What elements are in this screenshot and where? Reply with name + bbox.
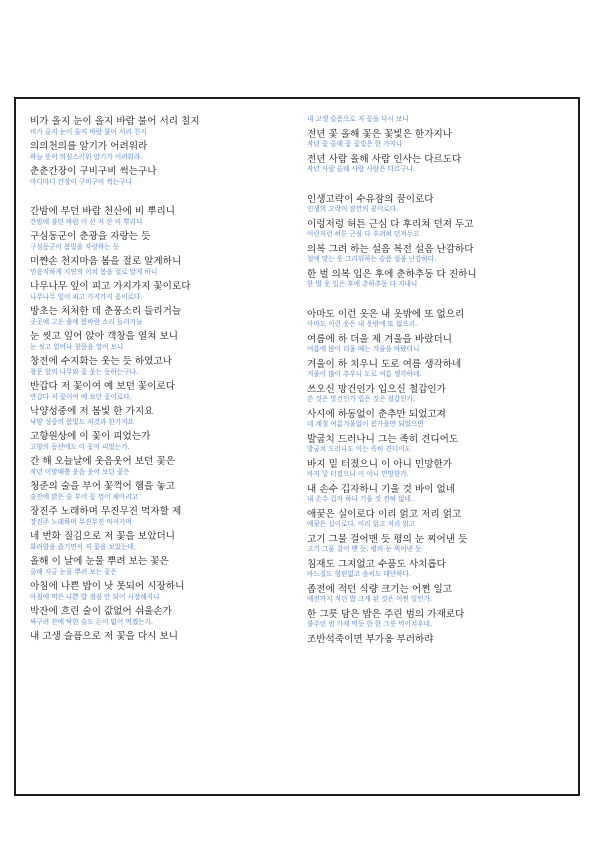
translation-line: 여름에 많이 더울 때는 겨울을 바랐더니 — [307, 345, 420, 353]
translation-line: 믿음직하게 지연의 이치 봄을 절로 알게 하니 — [30, 267, 158, 276]
translation-line: 내 손수 깁자 하니 기울 것 전혀 없네. — [307, 495, 413, 503]
original-line: 올해 이 날에 눈물 뿌려 보는 꽃은 — [30, 556, 169, 567]
translation-line: 낙양 성중의 봄빛도 저것과 한가지요 — [30, 417, 134, 426]
translation-line: 발굽치 드러나도 이는 족히 견디어도 — [307, 445, 411, 453]
translation-line: 아마도 이런 옷은 내 옷밖에 또 없으리. — [307, 320, 418, 328]
text-frame — [14, 97, 580, 796]
translation-line: 올해 지금 눈물 뿌려 보는 꽃은 — [30, 567, 117, 576]
original-line: 의복 그려 하는 설음 복전 설음 난감하다 — [307, 243, 474, 255]
original-line: 사시에 하동없이 춘추만 되었고져 — [307, 408, 446, 420]
original-line: 장진주 노래하며 무진무진 먹자할 제 — [30, 506, 182, 517]
original-line: 간 해 오늘날에 웃음웃어 보던 꽃은 — [30, 456, 175, 467]
translation-line: 한 벌 옷 입은 후에 춘하추동 다 지내니 — [307, 280, 418, 288]
translation-line: 작년 이맘때쯤 웃음 웃어 보던 꽃은 — [30, 467, 130, 476]
original-line: 겨울이 하 치우니 도로 여름 생각하네 — [307, 358, 462, 370]
translation-line: 쓴 것은 망건인가 입은 것은 철갑인가. — [307, 395, 416, 403]
translation-line: 바느질도 형편없고 솜씨도 대단하다. — [307, 570, 411, 578]
translation-line: 고향의 동산에도 이 꽃이 피었는가. — [30, 442, 130, 451]
original-line: 아침에 나쁜 밥이 낫 못되어 시장하니 — [30, 581, 185, 592]
original-line: 반갑다 저 꽃이여 예 보던 꽃이로다 — [30, 381, 175, 392]
translation-line: 작년 꽃 올해 꽃 꽃빛은 한 가지나 — [307, 140, 403, 148]
translation-line: 하늘 뜻이 의심스러워 알기가 어려워라. — [30, 152, 143, 161]
translation-line: 나무나무 잎이 피고 가지가지 꽃이로다. — [30, 292, 143, 301]
original-line: 전년 꽃 올해 꽃은 꽃빛은 한가지나 — [307, 128, 452, 140]
translation-line: 구심동군이 봄빛을 자랑하는 듯 — [30, 242, 120, 251]
original-line: 인생고락이 수유잠의 꿈이로다 — [307, 193, 434, 205]
translation-line: 간밤에 불던 바람 이 산 저 산 비 뿌리니 — [30, 217, 143, 226]
original-line: 이렁저렁 허튼 근심 다 후리쳐 던져 두고 — [307, 218, 474, 230]
translation-line: 마디마디 간장이 구비구비 썩는구나 — [30, 177, 132, 186]
original-line: 여름에 하 더울 제 겨울을 바랐더니 — [307, 333, 452, 345]
translation-line: 곳곳에 고운 풀에 봄바람 소리 들리거늘 — [30, 317, 143, 326]
translation-line: 화려함을 즐기면서 저 꽃을 보았는데, — [30, 542, 137, 551]
original-line: 네 번화 질김으로 저 꽃을 보았더니 — [30, 531, 175, 542]
translation-line: 눈 씻고 일어나 창문을 열어 보니 — [30, 342, 124, 351]
original-line: 의의천의를 알기가 어려워라 — [30, 141, 148, 152]
translation-line: 철에 맞는 옷 그리워하는 슬픔 설움 난감하다. — [307, 255, 437, 263]
translation-line: 인생의 고락이 잠깐의 꿈이로다. — [307, 205, 399, 213]
original-line: 간밤에 부던 바람 천산에 비 뿌리니 — [30, 206, 175, 217]
original-line: 비가 올지 눈이 올지 바람 불어 서리 칠지 — [30, 116, 200, 127]
original-line: 바지 밑 터졌으니 이 아니 민망한가 — [307, 458, 452, 470]
original-line: 창전에 수지화는 웃는 듯 하였고나 — [30, 356, 172, 367]
translation-line: 겨울이 많이 추우니 도로 여름 생각하네. — [307, 370, 422, 378]
original-line: 전년 사람 올해 사람 인사는 다르도다 — [307, 153, 462, 165]
original-line: 애꿎은 실이로다 이리 얽고 저리 얽고 — [307, 508, 462, 520]
original-line: 내 손수 깁자하니 기울 것 바이 없네 — [307, 483, 456, 495]
original-line: 박잔에 흐린 술이 값없어 쉬울손가 — [30, 606, 172, 617]
original-line: 내 고생 슬픔으로 저 꽃을 다시 보니 — [30, 631, 179, 642]
original-line: 고향원상에 이 꽃이 피었는가 — [30, 431, 151, 442]
original-line: 쓰오신 망건인가 입으신 철갑인가 — [307, 383, 446, 395]
translation-line: 반갑다 저 꽃이여 예 보던 꽃이로다. — [30, 392, 132, 401]
translation-line: 술잔에 맑은 술 부어 꽃 꺾어 헤아리고 — [30, 492, 139, 501]
original-line: 나무나무 잎이 피고 가지가지 꽃이로다 — [30, 281, 191, 292]
original-line: 구심동군이 춘광을 자랑는 듯 — [30, 231, 151, 242]
original-line: 침재도 그지없고 수품도 사치롭다 — [307, 558, 446, 570]
translation-line: 불주린 범 가재 먹듯 한 한 그릇 먹어치우네. — [307, 620, 433, 628]
original-line: 조반석죽이면 부가옹 부러하랴 — [307, 633, 434, 645]
original-line: 발굽치 드러나니 그는 족히 견디어도 — [307, 433, 459, 445]
translation-line: 싸구려 잔에 탁한 술도 돈이 없어 먹겠는가. — [30, 617, 153, 626]
translation-line: 바지 밑 터졌으니 이 아니 민망한가. — [307, 470, 409, 478]
translation-line: 예전까지 적던 밥 크게 된 것은 어쩐 일인가. — [307, 595, 433, 603]
translation-line: 아침에 먹은 나쁜 밥 점심 안 되어 시장해지니 — [30, 592, 160, 601]
original-line: 춘춘간장이 구비구비 썩는구나 — [30, 166, 157, 177]
translation-line: 작년 사람 올해 사람 사람은 다르구나. — [307, 165, 416, 173]
original-line: 좁전에 적던 식량 크기는 어쩐 일고 — [307, 583, 452, 595]
original-line: 청준의 술을 부어 꽃꺽어 헴을 놓고 — [30, 481, 175, 492]
translation-line: 네 계절 여름겨울없이 봄가을만 되었으면 — [307, 420, 424, 428]
translation-line: 애꿎은 실이로다. 이리 얽고 저리 얽고 — [307, 520, 416, 528]
original-line: 낙양성중에 저 봄빛 한 가지요 — [30, 406, 154, 417]
translation-line: 고기 그물 걸어 맨 듯. 평의 눈 찌어낸 듯 — [307, 545, 422, 553]
translation-line: 장진주 노래하며 무진무진 마셔가며 — [30, 517, 132, 526]
translation-line: 이런저런 허튼 근심 다 후려쳐 던져두고 — [307, 230, 420, 238]
original-line: 눈 씻고 잎어 앉아 객창을 열쳐 보니 — [30, 331, 179, 342]
original-line: 아마도 이런 옷은 내 옷밖에 또 없으리 — [307, 308, 465, 320]
translation-line: 창문 앞의 나무와 꽃 웃는 듯하는구나. — [30, 367, 139, 376]
original-line: 미쨘손 천지마음 봄을 절로 알게하니 — [30, 256, 182, 267]
translation-line: 내 고생 슬픔으로 저 꽃을 다시 보니 — [307, 115, 409, 123]
translation-line: 비가 올지 눈이 올지 바람 불어 서리 친지 — [30, 127, 147, 136]
original-line: 한 벌 의복 입은 후에 춘하추동 다 진하니 — [307, 268, 477, 280]
original-line: 한 그릇 담은 밥은 주린 범의 가재로다 — [307, 608, 465, 620]
original-line: 방초는 처처한 데 춘풍소리 들리거늘 — [30, 306, 182, 317]
original-line: 고기 그물 걸어맨 듯 평의 눈 찌어낸 듯 — [307, 533, 468, 545]
